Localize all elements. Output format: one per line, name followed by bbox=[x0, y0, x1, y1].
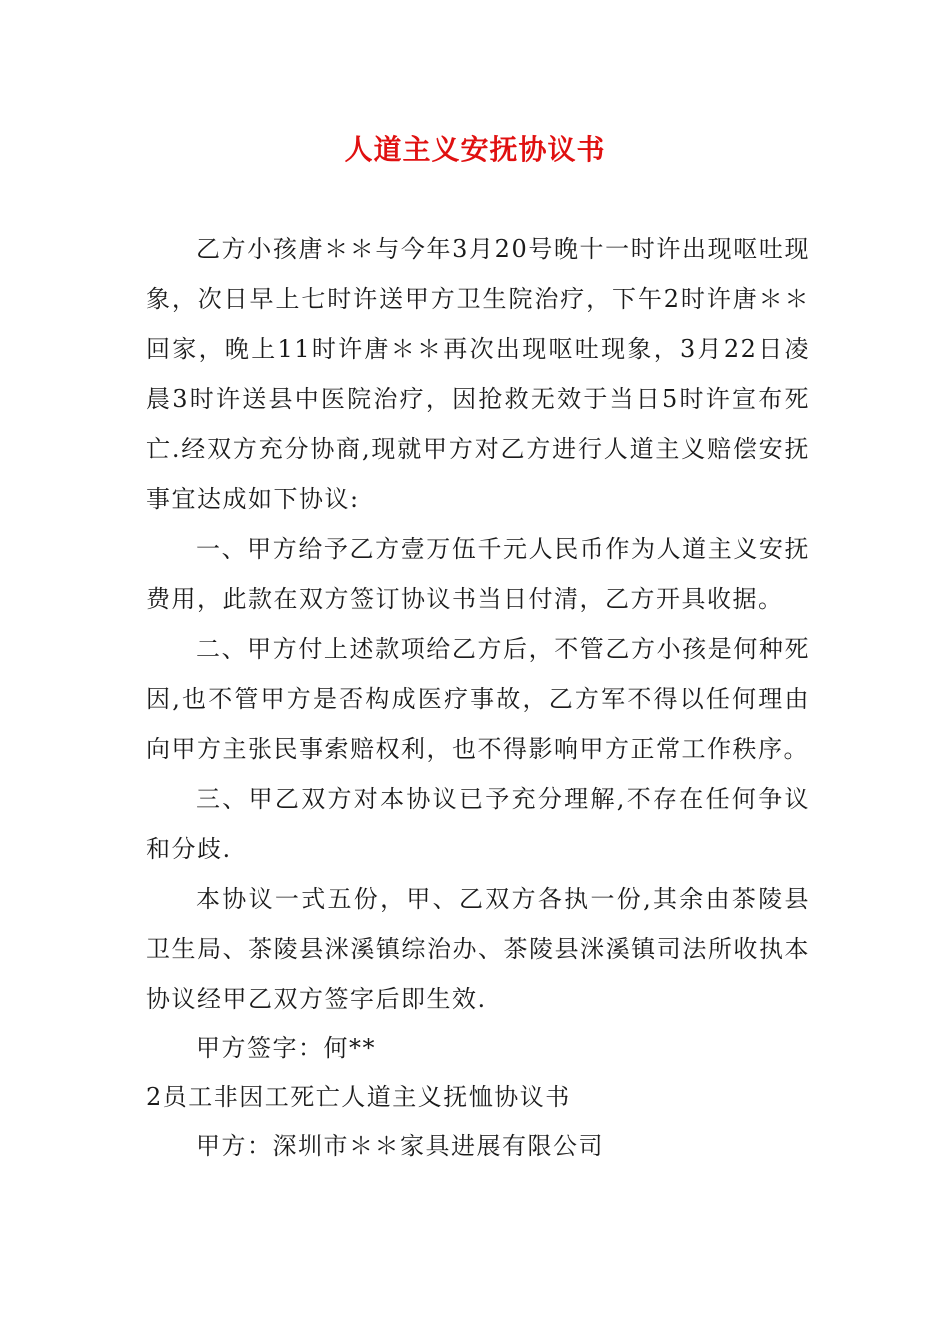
party-a-name: 甲方：深圳市＊＊家具进展有限公司 bbox=[196, 1132, 604, 1160]
paragraph-clause-1: 一、甲方给予乙方壹万伍千元人民币作为人道主义安抚费用，此款在双方签订协议书当日付清，乙方开具收据。 bbox=[146, 535, 810, 613]
document-body bbox=[146, 224, 810, 1170]
paragraph-clause-2: 二、甲方付上述款项给乙方后，不管乙方小孩是何种死因,也不管甲方是否构成医疗事故，乙方军不得以任何理由向甲方主张民事索赔权利，也不得影响甲方正常工作秩序。 bbox=[146, 635, 810, 763]
section-2-heading: 2员工非因工死亡人道主义抚恤协议书 bbox=[146, 1083, 571, 1111]
paragraph-clause-3: 三、甲乙双方对本协议已予充分理解,不存在任何争议和分歧. bbox=[146, 785, 810, 863]
document-title: 人道主义安抚协议书 bbox=[344, 133, 606, 166]
paragraph-incident: 乙方小孩唐＊＊与今年3月20号晚十一时许出现呕吐现象，次日早上七时许送甲方卫生院治疗，下午2时许唐＊＊回家，晚上11时许唐＊＊再次出现呕吐现象，3月22日凌晨3时许送县中医院治疗，因抢救无效于当日5时许宣布死亡.经双方充分协商,现就甲方对乙方进行人道主义赔偿安抚事宜达成如下协议: bbox=[146, 235, 810, 513]
party-a-signature: 甲方签字：何** bbox=[196, 1034, 376, 1062]
paragraph-copies: 本协议一式五份，甲、乙双方各执一份,其余由茶陵县卫生局、茶陵县洣溪镇综治办、茶陵县洣溪镇司法所收执本协议经甲乙双方签字后即生效. bbox=[146, 885, 810, 1013]
